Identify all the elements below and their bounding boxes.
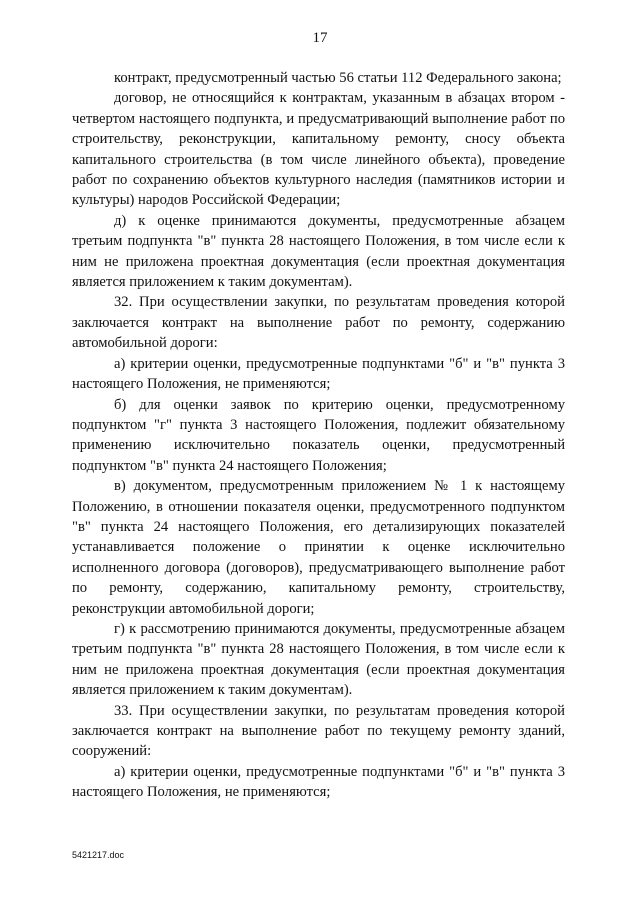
paragraph: договор, не относящийся к контрактам, указанным в абзацах втором - четвертом настоящего подпункта, и предусматривающий выполнение работ по строительству, реконструкции, капитальному ремонту, сносу объекта капитального строительства (в том числе линейного объекта), проведение работ по сохранению объектов культурного наследия (памятников истории и культуры) народов Российской Федерации; (72, 90, 565, 209)
paragraph: а) критерии оценки, предусмотренные подпунктами "б" и "в" пункта 3 настоящего Положения, не применяются; (72, 355, 565, 393)
paragraph: 33. При осуществлении закупки, по результатам проведения которой заключается контракт на выполнение работ по текущему ремонту зданий, сооружений: (72, 702, 565, 760)
paragraph: д) к оценке принимаются документы, предусмотренные абзацем третьим подпункта "в" пункта 28 настоящего Положения, в том числе если к ним не приложена проектная документация (если проектная документация является приложением к таким документам). (72, 212, 565, 291)
paragraph: в) документом, предусмотренным приложением № 1 к настоящему Положению, в отношении показателя оценки, предусмотренного подпунктом "в" пункта 24 настоящего Положения, его детализирующих показателей устанавливается положение о принятии к оценке исключительно исполненного договора (договоров), предусматривающего выполнение работ по ремонту, содержанию, капитальному ремонту, строительству, реконструкции автомобильной дороги; (72, 478, 565, 617)
page-number: 17 (312, 30, 328, 46)
paragraph: 32. При осуществлении закупки, по результатам проведения которой заключается контракт на выполнение работ по ремонту, содержанию автомобильной дороги: (72, 294, 565, 352)
document-body (72, 68, 565, 803)
paragraph: б) для оценки заявок по критерию оценки, предусмотренному подпунктом "г" пункта 3 настоящего Положения, подлежит обязательному применению исключительно показатель оценки, предусмотренный подпунктом "в" пункта 24 настоящего Положения; (72, 396, 565, 474)
document-file-code: 5421217.doc (72, 850, 125, 860)
paragraph: г) к рассмотрению принимаются документы, предусмотренные абзацем третьим подпункта "в" пункта 28 настоящего Положения, в том числе если к ним не приложена проектная документация (если проектная документация является приложением к таким документам). (72, 620, 565, 699)
paragraph: а) критерии оценки, предусмотренные подпунктами "б" и "в" пункта 3 настоящего Положения, не применяются; (72, 763, 565, 801)
paragraph: контракт, предусмотренный частью 56 статьи 112 Федерального закона; (114, 70, 562, 86)
